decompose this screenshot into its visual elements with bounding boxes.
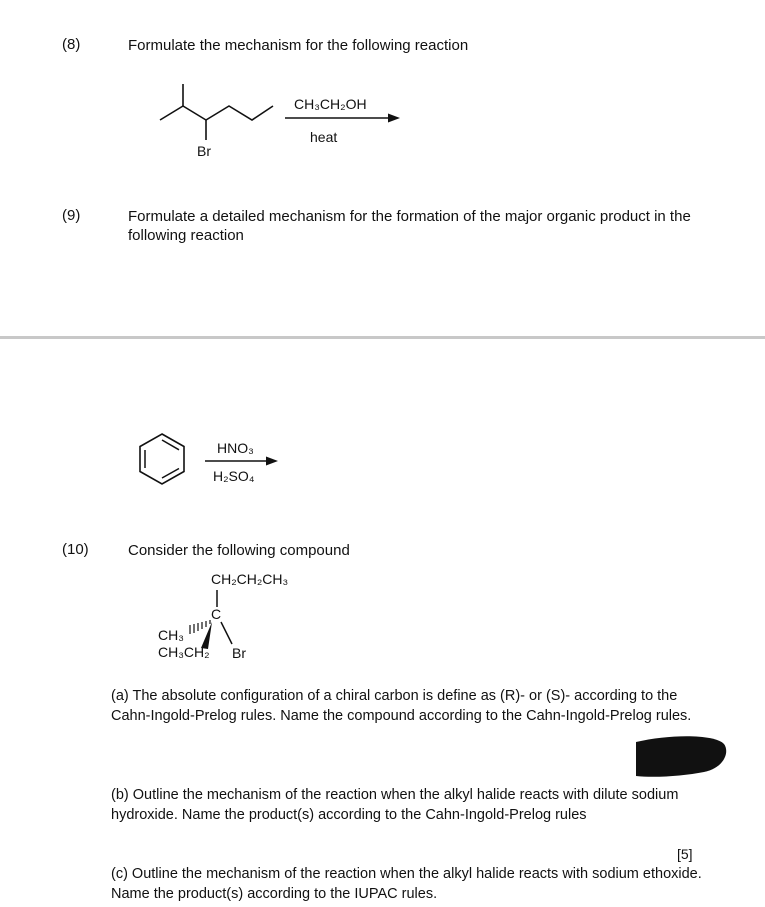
part-b-text: (b) Outline the mechanism of the reaction when the alkyl halide reacts with dilute sodium hydroxide. Name the product(s) according to the Cahn-Ingold-Prelog rules [111,787,679,823]
question-number: (10) [62,541,89,558]
catalyst-label: H₂SO₄ [213,468,255,484]
bromine-label: Br [197,143,211,159]
part-a-text: (a) The absolute configuration of a chiral carbon is define as (R)- or (S)- according to the Cahn-Ingold-Prelog rules. Name the compound according to the Cahn-Ingold-Prelog rules. [111,688,692,724]
reagent-label: CH₃CH₂OH [294,96,367,112]
question-text: Formulate the mechanism for the following reaction [128,37,469,54]
condition-label: heat [310,129,338,145]
bromine-label: Br [232,645,246,661]
propyl-group-label: CH₂CH₂CH₃ [211,571,289,587]
question-text: Consider the following compound [128,542,350,559]
question-text: Formulate a detailed mechanism for the formation of the major organic product in the following reaction [128,208,691,244]
ethyl-group-label: CH₃CH₂ [158,644,210,660]
methyl-group-label: CH₃ [158,627,184,643]
question-number: (8) [62,36,81,53]
part-c-text: (c) Outline the mechanism of the reaction when the alkyl halide reacts with sodium ethoxide. Name the product(s) according to the IUPAC rules. [111,866,702,902]
reagent-label: HNO₃ [217,440,254,456]
marks-label: [5] [677,846,693,862]
chiral-carbon-label: C [211,606,222,622]
question-number: (9) [62,207,81,224]
